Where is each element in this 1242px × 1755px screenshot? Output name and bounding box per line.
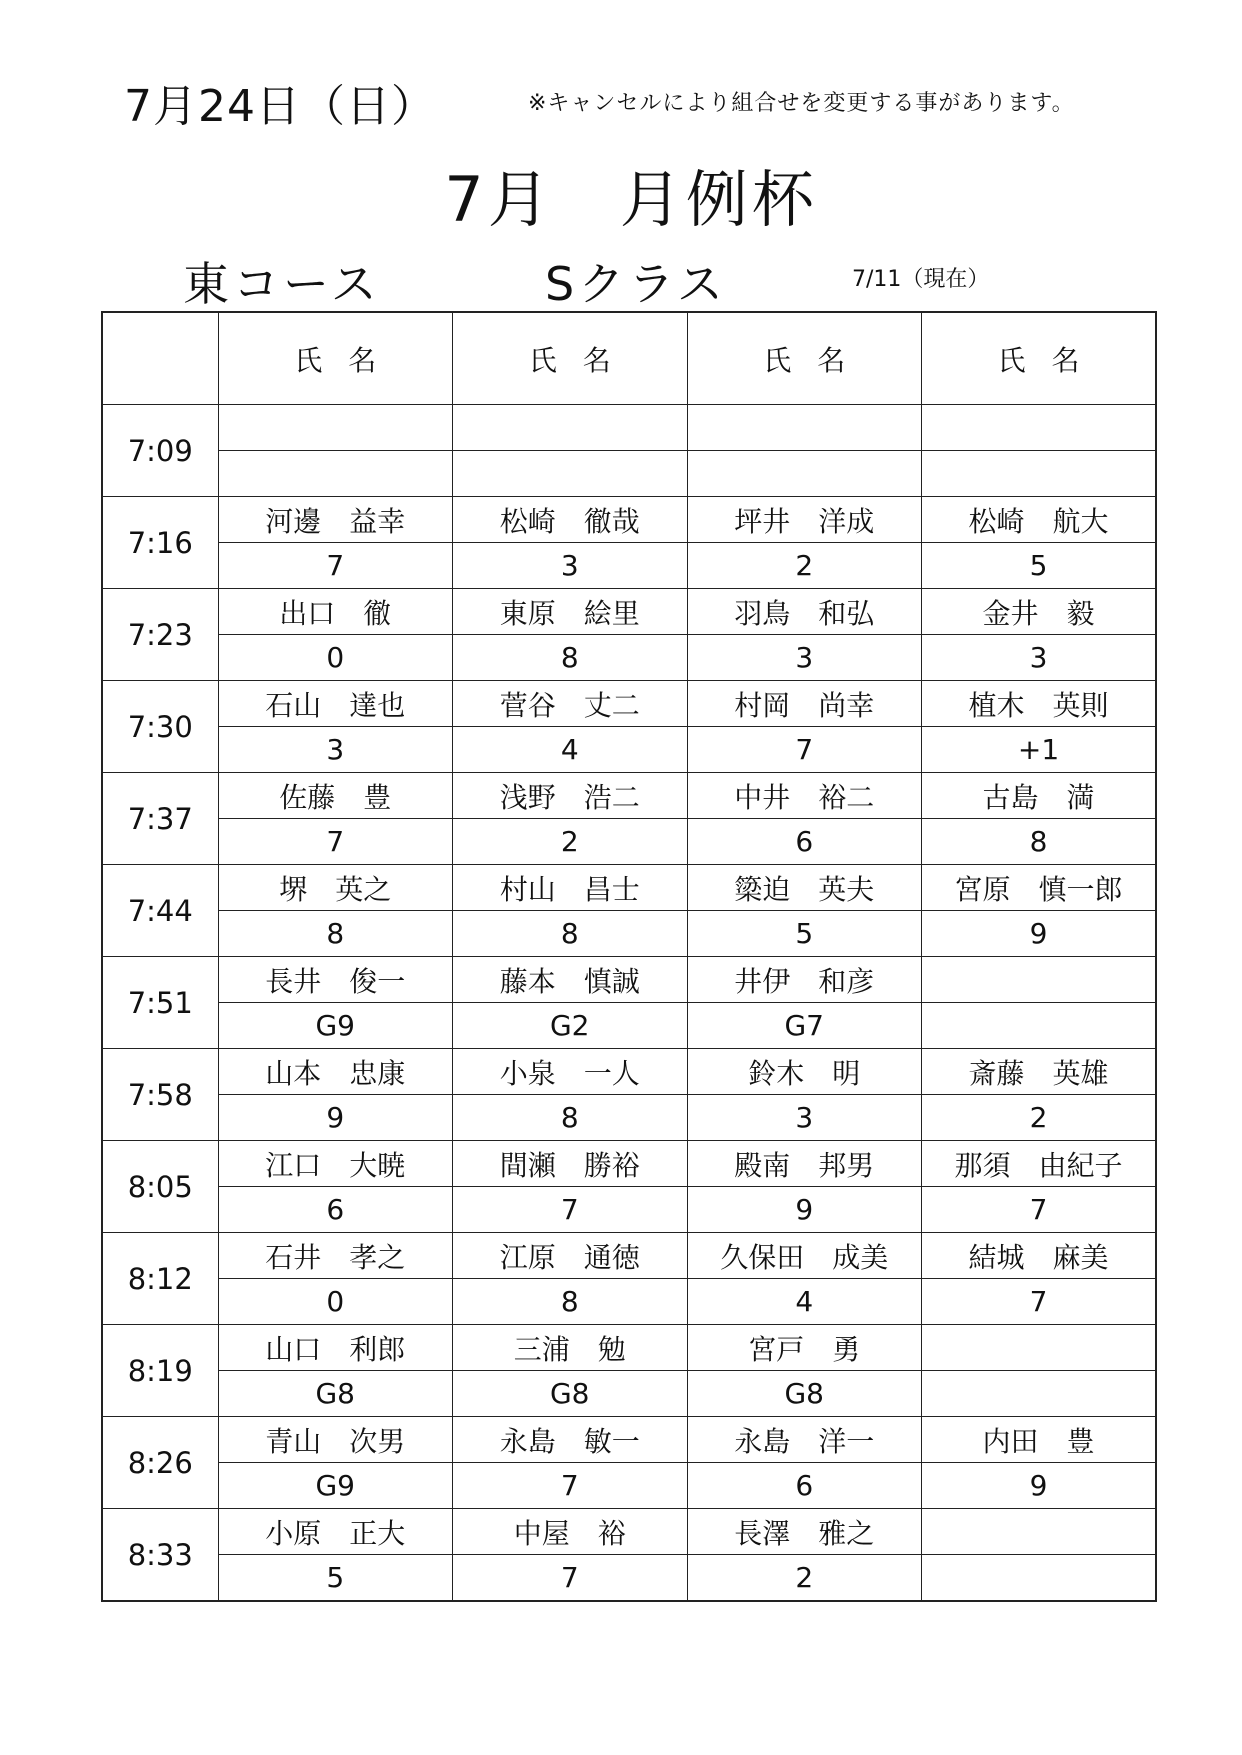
- table-row: [102, 1003, 1156, 1049]
- player-handicap: 4: [453, 727, 688, 773]
- player-handicap: 8: [453, 1095, 688, 1141]
- player-handicap: 6: [218, 1187, 453, 1233]
- player-name: 山本 忠康: [218, 1049, 453, 1095]
- cancellation-note: ※キャンセルにより組合せを変更する事があります。: [528, 91, 1075, 116]
- player-name: 結城 麻美: [922, 1233, 1157, 1279]
- player-name: 村岡 尚幸: [687, 681, 922, 727]
- player-handicap: [922, 1003, 1157, 1049]
- player-name: 山口 利郎: [218, 1325, 453, 1371]
- player-handicap: 3: [453, 543, 688, 589]
- table-row: [102, 1417, 1156, 1463]
- player-name: 佐藤 豊: [218, 773, 453, 819]
- player-name: 鈴木 明: [687, 1049, 922, 1095]
- player-handicap: +1: [922, 727, 1157, 773]
- player-name: [218, 405, 453, 451]
- player-handicap: 3: [687, 1095, 922, 1141]
- player-handicap: 7: [687, 727, 922, 773]
- table-row: [102, 1509, 1156, 1555]
- player-name: 井伊 和彦: [687, 957, 922, 1003]
- tee-time: 8:33: [102, 1509, 218, 1602]
- table-row: [102, 727, 1156, 773]
- player-name: 内田 豊: [922, 1417, 1157, 1463]
- player-name: 小泉 一人: [453, 1049, 688, 1095]
- player-handicap: [922, 451, 1157, 497]
- player-handicap: 7: [218, 543, 453, 589]
- player-name: 三浦 勉: [453, 1325, 688, 1371]
- table-row: [102, 911, 1156, 957]
- player-handicap: 5: [687, 911, 922, 957]
- player-handicap: 3: [922, 635, 1157, 681]
- table-row: [102, 681, 1156, 727]
- player-name: 河邊 益幸: [218, 497, 453, 543]
- player-handicap: 2: [687, 543, 922, 589]
- player-handicap: G9: [218, 1463, 453, 1509]
- class-name: Sクラス: [545, 257, 727, 311]
- tee-time: 8:12: [102, 1233, 218, 1325]
- column-header: 氏名: [453, 312, 688, 405]
- table-header-row: [102, 312, 1156, 405]
- player-handicap: 9: [687, 1187, 922, 1233]
- player-name: 永島 洋一: [687, 1417, 922, 1463]
- page-title: 7月 月例杯: [444, 163, 818, 236]
- player-handicap: 6: [687, 819, 922, 865]
- table-row: [102, 1187, 1156, 1233]
- player-name: [922, 957, 1157, 1003]
- event-date: 7月24日（日）: [124, 81, 436, 132]
- player-handicap: 2: [687, 1555, 922, 1602]
- as-of-date: 7/11（現在）: [852, 267, 990, 292]
- tee-time: 7:44: [102, 865, 218, 957]
- player-name: 江口 大暁: [218, 1141, 453, 1187]
- player-handicap: 0: [218, 1279, 453, 1325]
- tee-time: 7:30: [102, 681, 218, 773]
- player-name: 中井 裕二: [687, 773, 922, 819]
- player-name: 藤本 慎誠: [453, 957, 688, 1003]
- player-name: [922, 1509, 1157, 1555]
- player-name: 青山 次男: [218, 1417, 453, 1463]
- player-name: 長澤 雅之: [687, 1509, 922, 1555]
- player-handicap: 8: [218, 911, 453, 957]
- tee-time: 8:26: [102, 1417, 218, 1509]
- column-header: 氏名: [218, 312, 453, 405]
- tee-time: 7:16: [102, 497, 218, 589]
- tee-time: 8:19: [102, 1325, 218, 1417]
- player-name: 間瀬 勝裕: [453, 1141, 688, 1187]
- tee-time-table: [101, 311, 1157, 1602]
- player-name: [922, 405, 1157, 451]
- player-handicap: [687, 451, 922, 497]
- player-handicap: 9: [922, 911, 1157, 957]
- player-handicap: 8: [453, 1279, 688, 1325]
- player-name: 古島 満: [922, 773, 1157, 819]
- player-name: [453, 405, 688, 451]
- player-handicap: 7: [453, 1187, 688, 1233]
- player-handicap: 8: [922, 819, 1157, 865]
- player-handicap: [922, 1555, 1157, 1602]
- player-name: 宮原 慎一郎: [922, 865, 1157, 911]
- player-handicap: 0: [218, 635, 453, 681]
- player-name: 坪井 洋成: [687, 497, 922, 543]
- player-handicap: 7: [922, 1187, 1157, 1233]
- player-name: 永島 敏一: [453, 1417, 688, 1463]
- tee-time: 7:51: [102, 957, 218, 1049]
- player-handicap: G8: [453, 1371, 688, 1417]
- table-row: [102, 1325, 1156, 1371]
- player-name: 菅谷 丈二: [453, 681, 688, 727]
- column-header: 氏名: [922, 312, 1157, 405]
- column-header: 氏名: [687, 312, 922, 405]
- player-name: 久保田 成美: [687, 1233, 922, 1279]
- player-name: 江原 通徳: [453, 1233, 688, 1279]
- player-name: 羽鳥 和弘: [687, 589, 922, 635]
- player-name: 出口 徹: [218, 589, 453, 635]
- table-row: [102, 405, 1156, 451]
- tee-time: 7:09: [102, 405, 218, 497]
- player-name: 殿南 邦男: [687, 1141, 922, 1187]
- player-handicap: 2: [453, 819, 688, 865]
- player-handicap: G9: [218, 1003, 453, 1049]
- table-row: [102, 635, 1156, 681]
- player-handicap: 6: [687, 1463, 922, 1509]
- table-row: [102, 1371, 1156, 1417]
- player-handicap: 9: [922, 1463, 1157, 1509]
- player-handicap: [218, 451, 453, 497]
- player-name: 東原 絵里: [453, 589, 688, 635]
- player-name: 宮戸 勇: [687, 1325, 922, 1371]
- table-row: [102, 451, 1156, 497]
- player-handicap: [453, 451, 688, 497]
- player-name: 浅野 浩二: [453, 773, 688, 819]
- table-row: [102, 957, 1156, 1003]
- table-row: [102, 1463, 1156, 1509]
- player-name: [922, 1325, 1157, 1371]
- tee-time: 7:23: [102, 589, 218, 681]
- table-row: [102, 773, 1156, 819]
- player-name: 植木 英則: [922, 681, 1157, 727]
- player-handicap: 3: [687, 635, 922, 681]
- player-name: 石山 達也: [218, 681, 453, 727]
- player-name: 簗迫 英夫: [687, 865, 922, 911]
- table-row: [102, 1233, 1156, 1279]
- player-handicap: 7: [453, 1555, 688, 1602]
- player-name: 中屋 裕: [453, 1509, 688, 1555]
- player-handicap: 8: [453, 635, 688, 681]
- player-handicap: 8: [453, 911, 688, 957]
- player-handicap: G8: [687, 1371, 922, 1417]
- table-row: [102, 1095, 1156, 1141]
- table-row: [102, 589, 1156, 635]
- player-handicap: [922, 1371, 1157, 1417]
- player-name: 村山 昌士: [453, 865, 688, 911]
- table-row: [102, 1555, 1156, 1602]
- player-name: 斎藤 英雄: [922, 1049, 1157, 1095]
- player-name: 小原 正大: [218, 1509, 453, 1555]
- table-row: [102, 1141, 1156, 1187]
- tee-time: 7:58: [102, 1049, 218, 1141]
- player-handicap: 7: [453, 1463, 688, 1509]
- player-handicap: 9: [218, 1095, 453, 1141]
- player-handicap: 7: [922, 1279, 1157, 1325]
- player-handicap: 2: [922, 1095, 1157, 1141]
- player-name: [687, 405, 922, 451]
- table-row: [102, 497, 1156, 543]
- player-handicap: 5: [218, 1555, 453, 1602]
- player-name: 松崎 航大: [922, 497, 1157, 543]
- player-handicap: 4: [687, 1279, 922, 1325]
- player-handicap: 5: [922, 543, 1157, 589]
- player-name: 松崎 徹哉: [453, 497, 688, 543]
- player-handicap: G2: [453, 1003, 688, 1049]
- table-row: [102, 1279, 1156, 1325]
- player-name: 長井 俊一: [218, 957, 453, 1003]
- player-handicap: 3: [218, 727, 453, 773]
- table-row: [102, 865, 1156, 911]
- course-name: 東コース: [183, 257, 381, 311]
- player-name: 金井 毅: [922, 589, 1157, 635]
- time-header: [102, 312, 218, 405]
- table-row: [102, 543, 1156, 589]
- player-name: 石井 孝之: [218, 1233, 453, 1279]
- player-name: 堺 英之: [218, 865, 453, 911]
- player-name: 那須 由紀子: [922, 1141, 1157, 1187]
- player-handicap: 7: [218, 819, 453, 865]
- table-row: [102, 819, 1156, 865]
- player-handicap: G8: [218, 1371, 453, 1417]
- tee-time: 8:05: [102, 1141, 218, 1233]
- table-row: [102, 1049, 1156, 1095]
- player-handicap: G7: [687, 1003, 922, 1049]
- tee-time: 7:37: [102, 773, 218, 865]
